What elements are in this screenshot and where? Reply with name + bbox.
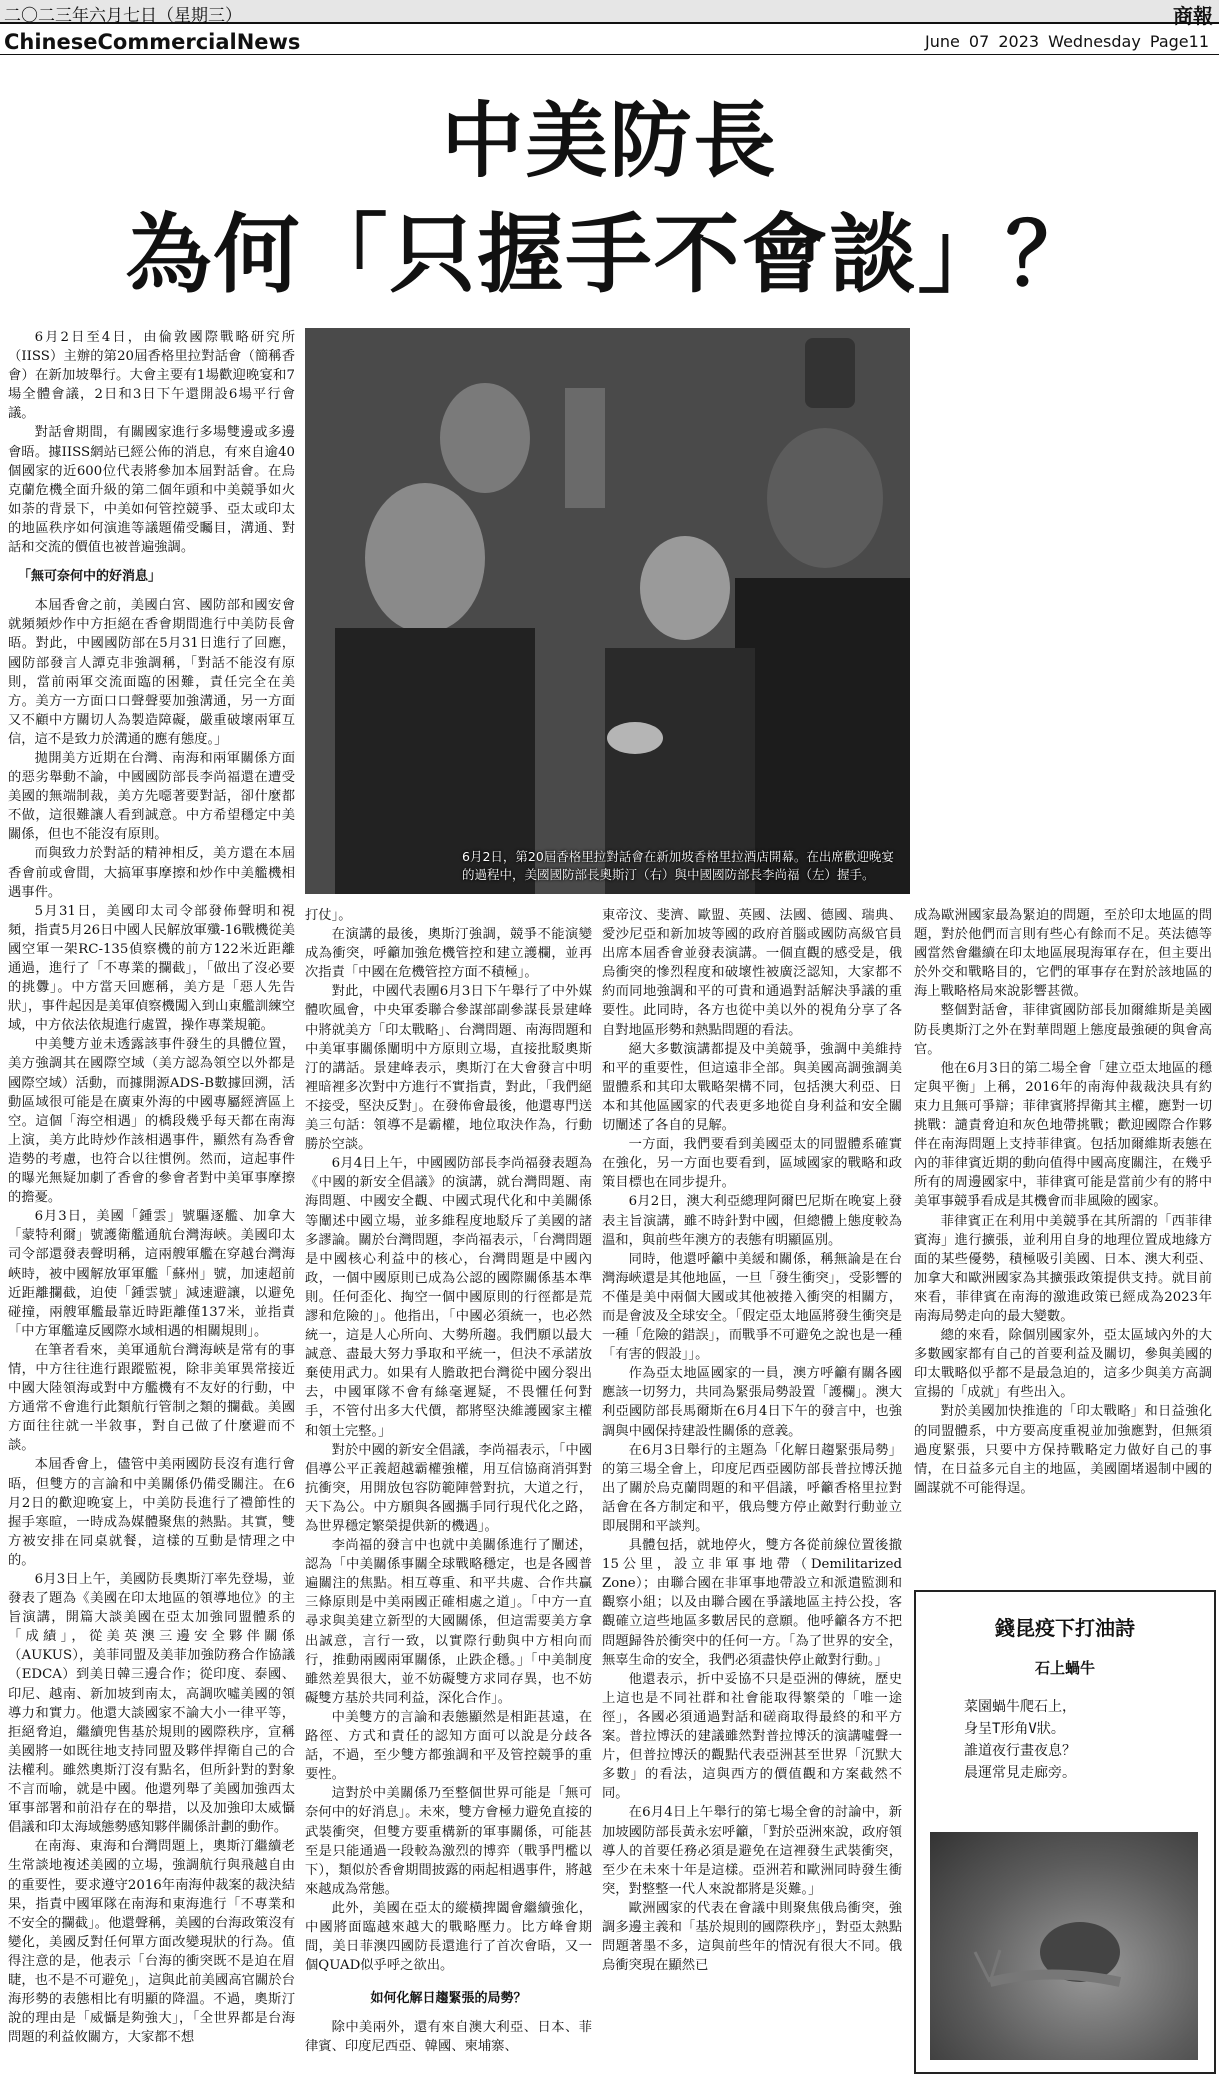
article-paragraph: 歐洲國家的代表在會議中則聚焦俄烏衝突，強調多邊主義和「基於規則的國際秩序」，對亞太熱點問題著墨不多，這與前些年的情況有很大不同。俄烏衝突現在顯然已: [602, 1900, 902, 1974]
issue-date: 二〇二三年六月七日（星期三）: [4, 6, 242, 26]
poem-line: 菜園蝸牛爬石上，: [964, 1699, 1076, 1715]
article-paragraph: 中美雙方的言論和表態顯然是相距甚遠，在路徑、方式和責任的認知方面可以說是分歧各話，不過，至少雙方都強調和平及管控競爭的重要性。: [305, 1709, 592, 1783]
article-paragraph: 他還表示，折中妥協不只是亞洲的傳統，歷史上這也是不同社群和社會能取得繁榮的「唯一途徑」，各國必須通過對話和磋商取得最終的和平方案。普拉博沃的建議雖然對普拉博沃的演講噓聲一片，但普拉博沃的觀點代表亞洲甚至世界「沉默大多數」的看法，這與西方的價值觀和方案截然不同。: [602, 1671, 902, 1802]
article-paragraph: 在6月3日舉行的主題為「化解日趨緊張局勢」的第三場全會上，印度尼西亞國防部長普拉博沃抛出了關於烏克蘭問題的和平倡議，呼籲香格里拉對話會在各方制定和平，俄烏雙方停止敵對行動並立即展開和平談判。: [602, 1442, 902, 1534]
article-paragraph: 在南海、東海和台灣問題上，奧斯汀繼續老生常談地複述美國的立場，強調航行與飛越自由的重要性，要求遵守2016年南海仲裁案的裁決結果，指責中國軍隊在南海和東海進行「不專業和不安全的攔截」。他還聲稱，美國的台海政策沒有變化，美國反對任何單方面改變現狀的行為。值得注意的是，他表示「台海的衝突既不是迫在眉睫，也不是不可避免」，這與此前美國高官關於台海形勢的表態相比有明顯的降溫。不過，奧斯汀說的理由是「威懾是夠強大」，「全世界都是台海問題的利益攸關方，大家都不想: [8, 1839, 295, 2046]
article-paragraph: 對此，中國代表團6月3日下午舉行了中外媒體吹風會，中央軍委聯合參謀部副參謀長景建峰中將就美方「印太戰略」、台灣問題、南海問題和中美軍事關係闡明中方原則立場，直接批駁奧斯汀的講話。景建峰表示，奧斯汀在大會發言中明裡暗裡多次對中方進行不實指責，對此，「我們絕不接受，堅決反對」。在發佈會最後，他還專門送美三句話：領導不是霸權，地位取決作為，行動勝於空談。: [305, 984, 592, 1153]
article-paragraph: 在演講的最後，奧斯汀強調，競爭不能演變成為衝突，呼籲加強危機管控和建立護欄，並再次指責「中國在危機管控方面不積極」。: [305, 927, 592, 981]
poem-line: 身呈T形角V狀。: [964, 1721, 1065, 1737]
article-column-3: [602, 906, 902, 2080]
article-paragraph: 5月31日，美國印太司令部發佈聲明和視頻，指責5月26日中國人民解放軍殲-16戰機從美國空軍一架RC-135偵察機的前方122米近距離通過，進行了「不專業的攔截」，「做出了沒必要的挑釁」。中方當天回應稱，美方是「惡人先告狀」，事件起因是美軍偵察機闖入到山東艦訓練空域，中方依法依規進行處置，操作專業規範。: [8, 903, 295, 1034]
headline-line-2: 為何「只握手不會談」？: [125, 205, 1094, 305]
article-paragraph: 對於美國加快推進的「印太戰略」和日益強化的同盟體系，中方要高度重視並加強應對，但無須過度緊張，只要中方保持戰略定力做好自己的事情，在日益多元自主的地區，美國圍堵遏制中國的圖謀就不可能得逞。: [914, 1404, 1212, 1496]
photo-caption: 6月2日，第20屆香格里拉對話會在新加坡香格里拉酒店開幕。在出席歡迎晚宴的過程中，美國國防部長奧斯汀（右）與中國國防部長李尚福（左）握手。: [462, 849, 894, 882]
article-column-2: [305, 906, 592, 2080]
article-paragraph: 總的來看，除個別國家外，亞太區域內外的大多數國家都有自己的首要利益及關切，參與美國的印太戰略似乎都不是最急迫的，這多少與美方高調宣揚的「成就」有些出入。: [914, 1328, 1212, 1401]
brand-name: ChineseCommercialNews: [4, 30, 301, 54]
article-paragraph: 李尚福的發言中也就中美關係進行了闡述，認為「中美關係事關全球戰略穩定，也是各國普遍關注的焦點。相互尊重、和平共處、合作共贏三條原則是中美兩國正確相處之道」。「中方一直尋求與美建立新型的大國關係，但這需要美方拿出誠意，言行一致，以實際行動與中方相向而行，推動兩國兩軍關係，止跌企穩。」「中美制度雖然差異很大，並不妨礙雙方求同存異，也不妨礙雙方基於共同利益，深化合作」。: [305, 1538, 592, 1706]
article-paragraph: 拋開美方近期在台灣、南海和兩軍關係方面的惡劣舉動不論，中國國防部長李尚福還在遭受美國的無端制裁，美方先噁著要對話，卻什麼都不做，這很難讓人看到誠意。中方希望穩定中美關係，但也不能沒有原則。: [8, 750, 295, 843]
article-paragraph: 在6月4日上午舉行的第七場全會的討論中，新加坡國防部長黃永宏呼籲，「對於亞洲來說，政府領導人的首要任務必須是避免在這裡發生武裝衝突，至少在未來十年是這樣。亞洲若和歐洲同時發生衝突，對整整一代人來說都將是災難。」: [602, 1805, 902, 1897]
snail-photo: [930, 1832, 1198, 2060]
article-paragraph: 本屆香會上，儘管中美兩國防長沒有進行會晤，但雙方的言論和中美關係仍備受關注。在6月2日的歡迎晚宴上，中美防長進行了禮節性的握手寒暄，一時成為媒體聚焦的熱點。其實，雙方被安排在同桌就餐，這樣的互動是情理之中的。: [8, 1457, 295, 1568]
article-paragraph: 6月2日，澳大利亞總理阿爾巴尼斯在晚宴上發表主旨演講，雖不時針對中國，但總體上態度較為溫和，與前些年澳方的表態有明顯區別。: [602, 1194, 902, 1248]
article-column-4: [914, 906, 1212, 1581]
article-paragraph: 6月4日上午，中國國防部長李尚福發表題為《中國的新安全倡議》的演講，就台灣問題、南海問題、中國安全觀、中國式現代化和中美關係等闡述中國立場，並多維程度地駁斥了美國的諸多謬論。關於台灣問題，李尚福表示，「台灣問題是中國核心利益中的核心，台灣問題是中國內政，一個中國原則已成為公認的國際關係基本準則。任何歪化、掏空一個中國原則的行徑都是荒謬和危險的」。他指出，「中國必須統一，也必然統一，這是人心所向、大勢所趨。我們願以最大誠意、盡最大努力爭取和平統一，但決不承諾放棄使用武力。如果有人膽敢把台灣從中國分裂出去，中國軍隊不會有絲毫遲疑，不畏懼任何對手，不管付出多大代價，都將堅決維護國家主權和領土完整。」: [305, 1156, 592, 1439]
poem-body: [916, 1696, 1214, 1784]
article-paragraph: 對於中國的新安全倡議，李尚福表示，「中國倡導公平正義超越霸權強權，用互信協商消弭對抗衝突，用開放包容防範陣營對抗，大道之行，天下為公。中方願與各國攜手同行現代化之路，為世界穩定繁榮提供新的機遇」。: [305, 1442, 592, 1534]
article-paragraph: 成為歐洲國家最為緊迫的問題，至於印太地區的問題，對於他們而言則有些心有餘而不足。英法德等國當然會繼續在印太地區展現海軍存在，但主要出於外交和戰略目的，它們的軍事存在對於該地區的海上戰略格局來說影響甚微。: [914, 908, 1212, 1000]
masthead-sub-bar: [0, 24, 1219, 55]
article-paragraph: 打仗」。: [305, 908, 352, 923]
article-paragraph: 絕大多數演講都提及中美競爭，強調中美維持和平的重要性，但這遠非全部。與美國高調強調美盟體系和其印太戰略架構不同，包括澳大利亞、日本和其他區國家的代表更多地從自身利益和安全關切闡述了各自的見解。: [602, 1041, 902, 1134]
poem-title: 錢昆疫下打油詩: [995, 1616, 1135, 1640]
news-photo: [305, 328, 910, 894]
article-paragraph: 這對於中美關係乃至整個世界可能是「無可奈何中的好消息」。未來，雙方會極力避免直接的武裝衝突，但雙方要重構新的軍事關係，可能甚至是只能通過一段較為激烈的博弈（戰爭門檻以下），類似於香會期間披露的兩起相遇事件，將越來越成為常態。: [305, 1786, 592, 1897]
article-paragraph: 東帝汶、斐濟、歐盟、英國、法國、德國、瑞典、愛沙尼亞和新加坡等國的政府首腦或國防高級官員出席本屆香會並發表演講。一個直觀的感受是，俄烏衝突的慘烈程度和破壞性被廣泛認知，大家都不約而同地強調和平的可貴和通過對話解決爭議的重要性。此同時，各方也從中美以外的視角分享了各自對地區形勢和熱點問題的看法。: [602, 908, 902, 1038]
photo-illustration: [305, 328, 910, 894]
article-paragraph: 6月3日上午，美國防長奧斯汀率先登場，並發表了題為《美國在印太地區的領導地位》的主旨演講，開篇大談美國在亞太加強同盟體系的「成績」，從美英澳三邊安全夥伴關係（AUKUS），美菲同盟及美菲加強防務合作協議（EDCA）到美日韓三邊合作；從印度、泰國、印尼、越南、新加坡到南太，高調吹噓美國的領導力和實力。他還大談國家不論大小一律平等，拒絕脅迫，繼續兜售基於規則的國際秩序，宣稱美國將一如既往地支持同盟及夥伴捍衛自己的合法權利。雖然奧斯汀沒有點名，但所針對的對象不言而喻，就是中國。他還列舉了美國加強西太軍事部署和前沿存在的舉措，以及加強印太威懾倡議和印太海域態勢感知夥伴關係計劃的動作。: [8, 1572, 295, 1836]
snail-illustration: [930, 1832, 1198, 2060]
article-paragraph: 本屆香會之前，美國白宮、國防部和國安會就頻頻炒作中方拒絕在香會期間進行中美防長會晤。對此，中國國防部在5月31日進行了回應，國防部發言人譚克非強調稱，「對話不能沒有原則，當前兩軍交流面臨的困難，責任完全在美方。美方一方面口口聲聲要加強溝通，另一方面又不顧中方關切人為製造障礙，嚴重破壞兩軍互信，這不是致力於溝通的應有態度。」: [8, 598, 295, 747]
masthead-top-bar: [0, 0, 1219, 28]
article-column-1: [8, 328, 295, 2080]
article-paragraph: 他在6月3日的第二場全會「建立亞太地區的穩定與平衡」上稱，2016年的南海仲裁裁決具有約束力且無可爭辯；菲律賓將捍衛其主權，應對一切挑戰：譴責脅迫和灰色地帶挑戰；歡迎國際合作夥伴在南海問題上支持菲律賓。包括加爾維斯表態在內的菲律賓近期的動向值得中國高度關注，在幾乎所有的周邊國家中，菲律賓可能是當前少有的將中美軍事競爭看成是其機會而非風險的國家。: [914, 1060, 1212, 1210]
article-paragraph: 作為亞太地區國家的一員，澳方呼籲有關各國應該一切努力，共同為緊張局勢設置「護欄」。澳大利亞國防部長馬爾斯在6月4日下午的發言中，也強調與中國保持建設性關係的意義。: [602, 1366, 902, 1439]
article-paragraph: 除中美兩外，還有來自澳大利亞、日本、菲律賓、印度尼西亞、韓國、柬埔寨、: [305, 2020, 592, 2055]
article-paragraph: 而與致力於對話的精神相反，美方還在本屆香會前或會間，大搞軍事摩擦和炒作中美艦機相遇事件。: [8, 846, 295, 900]
article-paragraph: 具體包括，就地停火，雙方各從前線位置後撤15公里，設立非軍事地帶（Demilitarized Zone）；由聯合國在非軍事地帶設立和派遣監測和觀察小組；以及由聯合國在爭議地區主持公投，客觀確立這些地區多數居民的意願。他呼籲各方不把問題歸咎於衝突中的任何一方。「為了世界的安全，無辜生命的安全，我們必須盡快停止敵對行動。」: [602, 1538, 902, 1668]
headline-line-1: 中美防長: [441, 94, 778, 189]
article-paragraph: 在筆者看來，美軍通航台灣海峽是常有的事情，中方往往進行跟蹤監視，除非美軍異常接近中國大陸領海或對中方艦機有不友好的行動，中方通常不會進行此類航行管制之類的攔截。美國方面往往就一半敘事，對自己做了什麼避而不談。: [8, 1342, 295, 1454]
article-paragraph: 此外，美國在亞太的縱橫捭闔會繼續強化，中國將面臨越來越大的戰略壓力。比方峰會期間，美日菲澳四國防長還進行了首次會晤，又一個QUAD似乎呼之欲出。: [305, 1900, 592, 1974]
section-subheading: 如何化解日趨緊張的局勢？: [370, 1991, 527, 2007]
paper-name: 商報: [1173, 4, 1213, 28]
poem-line: 誰道夜行畫夜息？: [964, 1743, 1076, 1759]
article-paragraph: 同時，他還呼籲中美緩和關係，稱無論是在台灣海峽還是其他地區，一旦「發生衝突」，受影響的不僅是美中兩個大國或其他被捲入衝突的相關方，而是會波及全球安全。「假定亞太地區將發生衝突是一種「危險的錯誤」，而戰爭不可避免之說也是一種「有害的假設」」。: [602, 1251, 902, 1363]
page-info: June 07 2023 Wednesday Page11: [925, 32, 1209, 51]
article-paragraph: 6月3日，美國「鍾雲」號驅逐艦、加拿大「蒙特利爾」號護衛艦通航台灣海峽。美國印太司令部還發表聲明稱，這兩艘軍艦在穿越台灣海峽時，被中國解放軍軍艦「蘇州」號，加速超前近距離攔截，迫使「鍾雲號」減速避讓，以避免碰撞，兩艘軍艦最靠近時距離僅137米，並指責「中方軍艦違反國際水域相遇的相關規則」。: [8, 1209, 295, 1339]
poem-box: [914, 1590, 1216, 2074]
article-paragraph: 一方面，我們要看到美國亞太的同盟體系確實在強化，另一方面也要看到，區域國家的戰略和政策目標也在同步提升。: [602, 1137, 902, 1191]
article-paragraph: 菲律賓正在利用中美競爭在其所謂的「西菲律賓海」進行擴張，並利用自身的地理位置成地緣方面的某些優勢，積極吸引美國、日本、澳大利亞、加拿大和歐洲國家為其擴張政策提供支持。就目前來看，菲律賓在南海的激進政策已經成為2023年南海局勢走向的最大變數。: [914, 1213, 1212, 1324]
article-paragraph: 對話會期間，有關國家進行多場雙邊或多邊會晤。據IISS網站已經公佈的消息，有來自逾40個國家的近600位代表將參加本屆對話會。在烏克蘭危機全面升級的第二個年頭和中美競爭如火如荼的背景下，中美如何管控競爭、亞太或印太的地區秩序如何演進等議題備受矚目，溝通、對話和交流的價值也被普遍強調。: [8, 425, 295, 556]
article-paragraph: 整個對話會，菲律賓國防部長加爾維斯是美國防長奧斯汀之外在對華問題上態度最強硬的與會高官。: [914, 1003, 1212, 1057]
article-paragraph: 6月2日至4日，由倫敦國際戰略研究所（IISS）主辦的第20屆香格里拉對話會（簡稱香會）在新加坡舉行。大會主要有1場歡迎晚宴和7場全體會議，2日和3日下午還開設6場平行會議。: [8, 330, 295, 422]
section-subheading: 「無可奈何中的好消息」: [18, 569, 162, 585]
poem-line: 晨運常見走廊旁。: [964, 1765, 1076, 1781]
article-paragraph: 中美雙方並未透露該事件發生的具體位置，美方強調其在國際空域（美方認為領空以外都是國際空域）活動，而據開源ADS-B數據回溯，活動區域很可能是在廣東外海的中國專屬經濟區上空。這個「海空相遇」的橋段幾乎每天都在南海上演，美方此時炒作該相遇事件，顯然有為香會造勢的考慮，也符合以往慣例。然而，這起事件的曝光無疑加劇了香會的參會者對中美軍事摩擦的擔憂。: [8, 1037, 295, 1206]
poem-author: 石上蝸牛: [1034, 1659, 1095, 1677]
